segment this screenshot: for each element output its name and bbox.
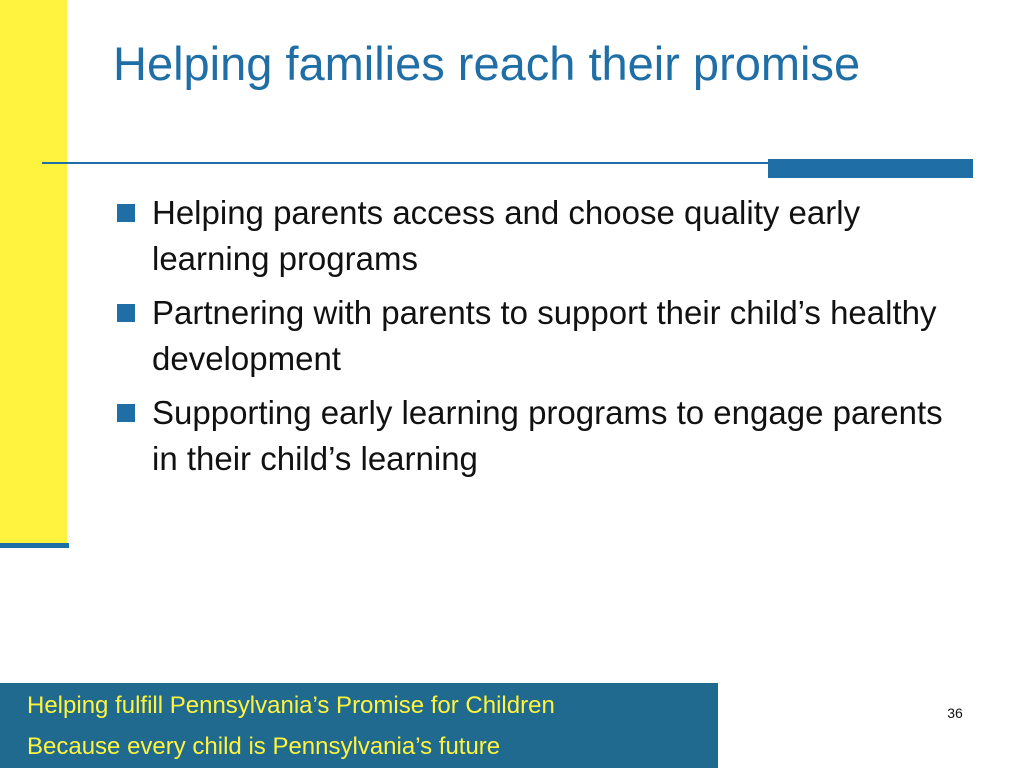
bullet-text: Supporting early learning programs to engage parents in their child’s learning	[152, 394, 943, 477]
footer-tagline-2: Because every child is Pennsylvania’s future	[27, 733, 501, 760]
bullet-text: Partnering with parents to support their child’s healthy development	[152, 294, 937, 377]
footer-tagline-1: Helping fulfill Pennsylvania’s Promise for Children	[27, 692, 555, 719]
square-bullet-icon	[117, 304, 135, 322]
title-divider-line	[42, 162, 772, 164]
bullet-list	[116, 190, 976, 490]
square-bullet-icon	[117, 404, 135, 422]
bullet-text: Helping parents access and choose quality early learning programs	[152, 194, 861, 277]
square-bullet-icon	[117, 204, 135, 222]
title-divider-block	[768, 159, 973, 178]
bullet-item	[116, 290, 976, 382]
bullet-item	[116, 190, 976, 282]
bullet-item	[116, 390, 976, 482]
page-number: 36	[947, 705, 963, 721]
side-bar-underline	[0, 543, 69, 548]
yellow-side-bar	[0, 0, 67, 545]
slide-title: Helping families reach their promise	[113, 37, 861, 90]
